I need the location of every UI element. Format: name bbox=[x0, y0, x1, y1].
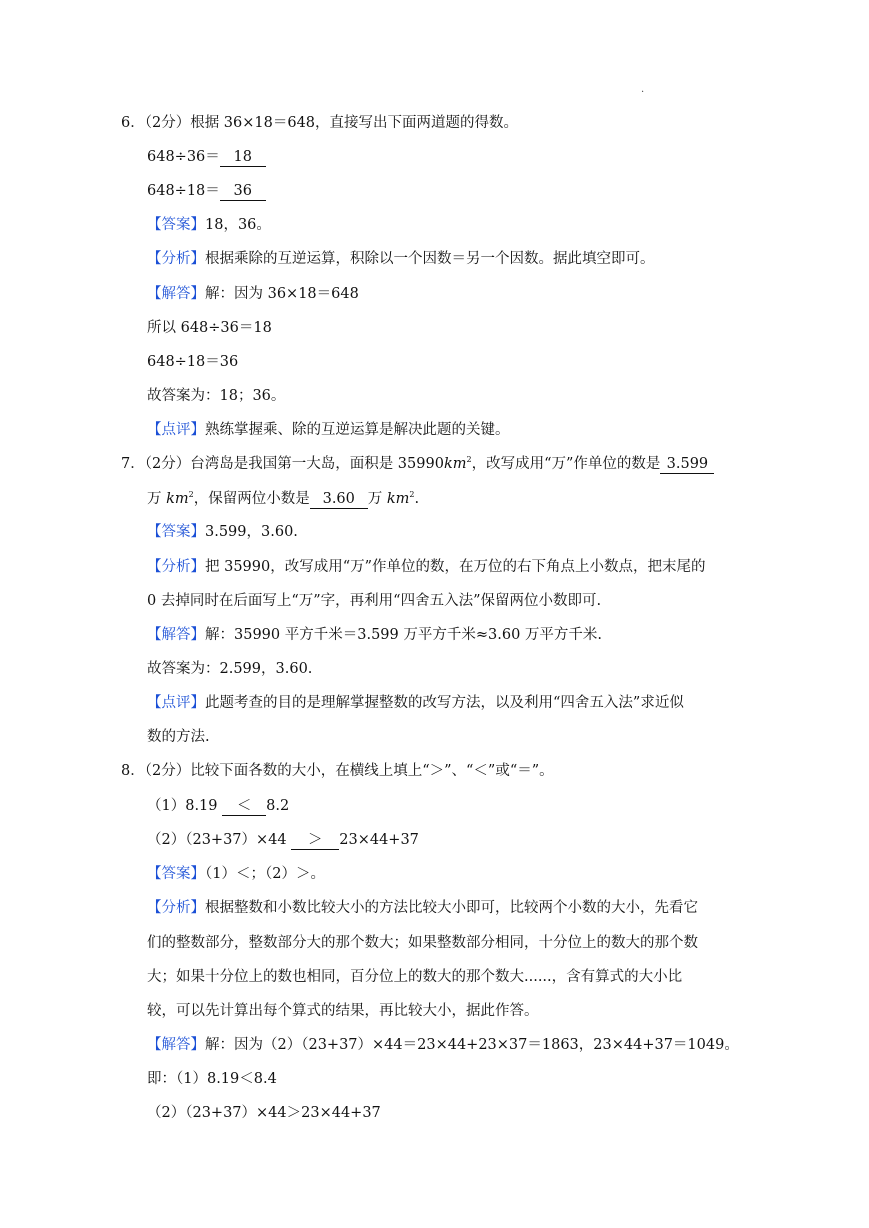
solution-text: 解：因为（2）（23+37）×44＝23×44+23×37＝1863，23×44+37＝1049。 bbox=[205, 1037, 739, 1053]
q7-analysis bbox=[147, 557, 706, 577]
q6-line2-answer: 36 bbox=[220, 182, 266, 201]
q8-part2-suffix: 23×44+37 bbox=[339, 832, 419, 848]
q6-solution-line3: 648÷18＝36 bbox=[147, 354, 239, 370]
answer-tag: 【答案】 bbox=[147, 217, 205, 233]
analysis-tag: 【分析】 bbox=[147, 559, 205, 575]
q6-line2 bbox=[147, 181, 266, 201]
q8-part2-prefix: （2）（23+37）×44 bbox=[147, 832, 292, 848]
review-text: 熟练掌握乘、除的互逆运算是解决此题的关键。 bbox=[205, 422, 510, 438]
q6-line1 bbox=[147, 147, 266, 167]
q7-line2-b: ，保留两位小数是 bbox=[193, 491, 310, 507]
q7-review-line2: 数的方法. bbox=[147, 729, 210, 745]
q7-solution-line2: 故答案为：2.599，3.60. bbox=[147, 661, 313, 677]
unit-sup: 2 bbox=[409, 490, 415, 499]
solution-tag: 【解答】 bbox=[147, 627, 205, 643]
q7-line2-a: 万 bbox=[147, 491, 167, 507]
q7-review bbox=[147, 693, 684, 713]
q8-solution-line2: 即：（1）8.19＜8.4 bbox=[147, 1071, 277, 1087]
q6-line1-answer: 18 bbox=[220, 148, 266, 167]
q8-stem: 8．（2分）比较下面各数的大小，在横线上填上“＞”、“＜”或“＝”。 bbox=[121, 763, 554, 779]
q6-stem: 6．（2分）根据 36×18＝648，直接写出下面两道题的得数。 bbox=[121, 115, 519, 131]
q7-line2-c: 万 bbox=[367, 491, 387, 507]
q8-part1-prefix: （1）8.19 bbox=[147, 798, 223, 814]
unit-km: km bbox=[166, 491, 189, 507]
unit-sup: 2 bbox=[188, 490, 194, 499]
solution-tag: 【解答】 bbox=[147, 286, 205, 302]
answer-text: 18，36。 bbox=[205, 217, 271, 233]
q6-line2-prefix: 648÷18＝ bbox=[147, 183, 220, 199]
q7-solution bbox=[147, 625, 602, 645]
q8-part2-answer: ＞ bbox=[291, 831, 339, 850]
q7-answer bbox=[147, 522, 298, 542]
answer-text: 3.599，3.60. bbox=[205, 524, 298, 540]
q8-analysis-line3: 大；如果十分位上的数也相同，百分位上的数大的那个数大......，含有算式的大小比 bbox=[147, 969, 683, 985]
solution-text: 解：因为 36×18＝648 bbox=[205, 286, 359, 302]
unit-km: km bbox=[386, 491, 410, 507]
q8-part1-suffix: 8.2 bbox=[266, 798, 290, 814]
q8-part1-answer: ＜ bbox=[222, 797, 266, 816]
q7-blank1: 3.599 bbox=[660, 455, 714, 474]
analysis-text: 根据乘除的互逆运算，积除以一个因数＝另一个因数。据此填空即可。 bbox=[205, 251, 655, 267]
q8-solution-line3: （2）（23+37）×44＞23×44+37 bbox=[147, 1105, 381, 1121]
review-text: 此题考查的目的是理解掌握整数的改写方法，以及利用“四舍五入法”求近似 bbox=[205, 695, 684, 711]
analysis-text: 把 35990，改写成用“万”作单位的数，在万位的右下角点上小数点，把末尾的 bbox=[205, 559, 706, 575]
solution-text: 解：35990 平方千米＝3.599 万平方千米≈3.60 万平方千米. bbox=[205, 627, 603, 643]
q8-part1 bbox=[147, 796, 289, 816]
review-tag: 【点评】 bbox=[147, 695, 205, 711]
q6-solution bbox=[147, 284, 359, 304]
answer-text: （1）＜；（2）＞。 bbox=[205, 866, 325, 882]
q7-stem-line1 bbox=[121, 454, 714, 474]
review-tag: 【点评】 bbox=[147, 422, 205, 438]
answer-tag: 【答案】 bbox=[147, 866, 205, 882]
q8-analysis bbox=[147, 898, 698, 918]
unit-sup: 2 bbox=[466, 455, 472, 464]
q7-line2-end: . bbox=[414, 491, 420, 507]
solution-tag: 【解答】 bbox=[147, 1037, 205, 1053]
q6-solution-line2: 所以 648÷36＝18 bbox=[147, 320, 272, 336]
q6-analysis bbox=[147, 249, 655, 269]
q8-answer bbox=[147, 864, 325, 884]
q8-analysis-line2: 们的整数部分，整数部分大的那个数大；如果整数部分相同，十分位上的数大的那个数 bbox=[147, 935, 698, 951]
q7-stem-b: ，改写成用“万”作单位的数是 bbox=[471, 456, 661, 472]
q7-analysis-line2: 0 去掉同时在后面写上“万”字，再利用“四舍五入法”保留两位小数即可. bbox=[147, 593, 602, 609]
q6-answer bbox=[147, 215, 271, 235]
answer-tag: 【答案】 bbox=[147, 524, 205, 540]
analysis-tag: 【分析】 bbox=[147, 900, 205, 916]
q8-solution bbox=[147, 1035, 739, 1055]
unit-km: km bbox=[443, 456, 467, 472]
q7-blank2: 3.60 bbox=[310, 490, 368, 509]
page-marker: . bbox=[641, 84, 645, 95]
analysis-tag: 【分析】 bbox=[147, 251, 205, 267]
q6-solution-line4: 故答案为：18；36。 bbox=[147, 388, 286, 404]
q7-stem-line2 bbox=[147, 489, 419, 509]
q6-line1-prefix: 648÷36＝ bbox=[147, 149, 220, 165]
q7-stem-a: 7．（2分）台湾岛是我国第一大岛，面积是 35990 bbox=[121, 456, 444, 472]
q8-analysis-line4: 较，可以先计算出每个算式的结果，再比较大小，据此作答。 bbox=[147, 1003, 539, 1019]
q8-part2 bbox=[147, 830, 419, 850]
analysis-text: 根据整数和小数比较大小的方法比较大小即可，比较两个小数的大小，先看它 bbox=[205, 900, 698, 916]
q6-review bbox=[147, 420, 510, 440]
